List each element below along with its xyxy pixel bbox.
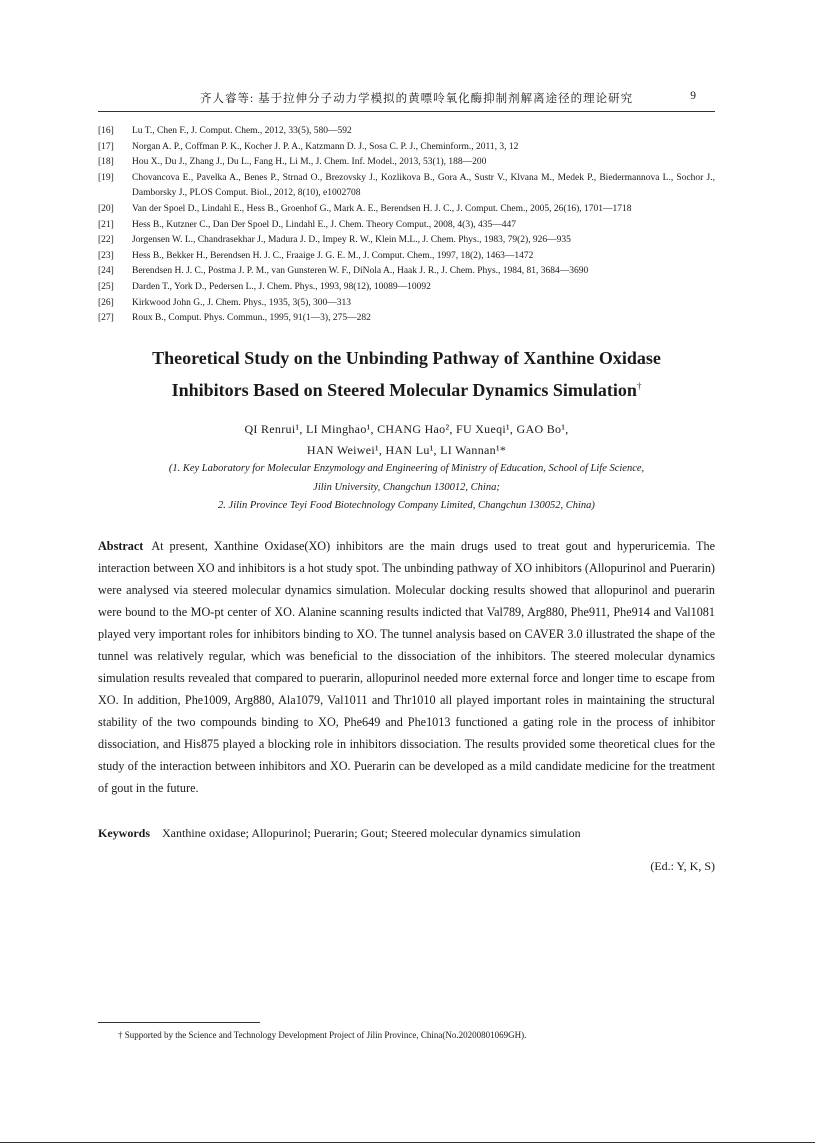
abstract-label: Abstract xyxy=(98,539,144,553)
reference-item xyxy=(98,124,715,140)
authors-line-1: QI Renrui¹, LI Minghao¹, CHANG Hao², FU Xueqi¹, GAO Bo¹, xyxy=(244,422,569,436)
keywords-label: Keywords xyxy=(98,826,150,840)
reference-number: [24] xyxy=(98,266,114,277)
funding-footnote: † Supported by the Science and Technology Development Project of Jilin Province, China(No.20200801069GH). xyxy=(118,1030,527,1040)
reference-text: Darden T., York D., Pedersen L., J. Chem. Phys., 1993, 98(12), 10089—10092 xyxy=(132,281,431,292)
reference-number: [18] xyxy=(98,157,114,168)
paper-title-line-2 xyxy=(98,372,715,404)
reference-text: Jorgensen W. L., Chandrasekhar J., Madura J. D., Impey R. W., Klein M.L., J. Chem. Phys., 1983, 79(2), 926—935 xyxy=(132,235,571,246)
reference-text: Chovancova E., Pavelka A., Benes P., Strnad O., Brezovsky J., Kozlikova B., Gora A., Sustr V., Klvana M., Medek P., Biedermannova L., Sochor J., Damborsky J., PLOS Comput. Biol., 2012, 8(10), e1002708 xyxy=(132,172,715,199)
reference-text: Berendsen H. J. C., Postma J. P. M., van Gunsteren W. F., DiNola A., Haak J. R., J. Chem. Phys., 1984, 81, 3684—3690 xyxy=(132,266,589,277)
running-header-title: 齐人睿等: 基于拉伸分子动力学模拟的黄嘌呤氧化酶抑制剂解离途径的理论研究 xyxy=(200,93,634,105)
author-list xyxy=(98,419,715,461)
affiliation-line-2: Jilin University, Changchun 130012, China; xyxy=(313,481,500,493)
reference-text: Hess B., Bekker H., Berendsen H. J. C., Fraaige J. G. E. M., J. Comput. Chem., 1997, 18(2), 1463—1472 xyxy=(132,250,534,261)
reference-list xyxy=(98,124,715,327)
reference-number: [27] xyxy=(98,313,114,324)
running-header xyxy=(98,90,715,106)
reference-item xyxy=(98,202,715,218)
authors-line-2: HAN Weiwei¹, HAN Lu¹, LI Wannan¹* xyxy=(306,443,507,457)
reference-item xyxy=(98,296,715,312)
header-divider xyxy=(98,111,715,112)
reference-text: Roux B., Comput. Phys. Commun., 1995, 91(1—3), 275—282 xyxy=(132,313,371,324)
reference-item xyxy=(98,264,715,280)
editor-initials: (Ed.: Y, K, S) xyxy=(650,859,715,873)
reference-text: Kirkwood John G., J. Chem. Phys., 1935, 3(5), 300—313 xyxy=(132,297,352,308)
affiliation-line-1: (1. Key Laboratory for Molecular Enzymology and Engineering of Ministry of Education, School of Life Science, xyxy=(168,463,645,474)
reference-number: [25] xyxy=(98,281,114,292)
reference-number: [21] xyxy=(98,219,114,230)
reference-item xyxy=(98,218,715,234)
reference-text: Lu T., Chen F., J. Comput. Chem., 2012, 33(5), 580—592 xyxy=(132,126,352,136)
reference-number: [19] xyxy=(98,172,114,183)
reference-number: [26] xyxy=(98,297,114,308)
reference-text: Hess B., Kutzner C., Dan Der Spoel D., Lindahl E., J. Chem. Theory Comput., 2008, 4(3), 435—447 xyxy=(132,219,517,230)
reference-number: [23] xyxy=(98,250,114,261)
paper-title-line-2-text: Inhibitors Based on Steered Molecular Dynamics Simulation xyxy=(171,380,637,400)
reference-text: Van der Spoel D., Lindahl E., Hess B., Groenhof G., Mark A. E., Berendsen H. J. C., J. Comput. Chem., 2005, 26(16), 1701—1718 xyxy=(132,203,632,214)
keywords-text: Xanthine oxidase; Allopurinol; Puerarin; Gout; Steered molecular dynamics simulation xyxy=(162,826,581,840)
affiliations xyxy=(98,460,715,516)
reference-item xyxy=(98,249,715,265)
reference-text: Norgan A. P., Coffman P. K., Kocher J. P. A., Katzmann D. J., Sosa C. P. J., Cheminform., 2011, 3, 12 xyxy=(132,141,519,152)
reference-item xyxy=(98,233,715,249)
reference-number: [22] xyxy=(98,235,114,246)
reference-item xyxy=(98,140,715,156)
reference-item xyxy=(98,155,715,171)
funding-mark: † xyxy=(636,381,642,391)
reference-number: [16] xyxy=(98,126,114,136)
abstract xyxy=(98,535,715,799)
page-bottom-edge xyxy=(0,1142,815,1143)
reference-item xyxy=(98,280,715,296)
affiliation-line-3: 2. Jilin Province Teyi Food Biotechnology Company Limited, Changchun 130052, China) xyxy=(218,500,595,511)
reference-item xyxy=(98,171,715,202)
paper-title xyxy=(98,344,715,404)
abstract-text: At present, Xanthine Oxidase(XO) inhibitors are the main drugs used to treat gout and hyperuricemia. The interaction between XO and inhibitors is a hot study spot. The unbinding pathway of XO inhibitors (Allopurinol and Puerarin) were analysed via steered molecular dynamics simulation. Molecular docking results showed that allopurinol and puerarin were bound to the MO-pt center of XO. Alanine scanning results indicted that Val789, Arg880, Phe911, Phe914 and Val1081 played very important roles for inhibitors binding to XO. The tunnel analysis based on CAVER 3.0 illustrated the shape of the tunnel was relatively regular, which was beneficial to the dissociation of the inhibitors. The steered molecular dynamics simulation results revealed that compared to puerarin, allopurinol needed more external force and longer time to escape from XO. In addition, Phe1009, Arg880, Ala1079, Val1011 and Thr1010 all played important roles in maintaining the structural stability of the two compounds binding to XO, Phe649 and Phe1013 functioned a gating role in the process of inhibitor dissociation, and His875 played a blocking role in inhibitors dissociation. The results provided some theoretical clues for the study of the interaction between inhibitors and XO. Puerarin can be developed as a mild candidate medicine for the treatment of gout in the future. xyxy=(98,539,715,795)
reference-number: [17] xyxy=(98,141,114,152)
footnote-divider xyxy=(98,1022,260,1023)
reference-item xyxy=(98,311,715,327)
page-number: 9 xyxy=(690,90,697,102)
paper-title-line-1: Theoretical Study on the Unbinding Pathway of Xanthine Oxidase xyxy=(152,348,661,368)
keywords xyxy=(98,824,715,842)
reference-number: [20] xyxy=(98,203,114,214)
reference-text: Hou X., Du J., Zhang J., Du L., Fang H., Li M., J. Chem. Inf. Model., 2013, 53(1), 188—200 xyxy=(132,157,487,168)
